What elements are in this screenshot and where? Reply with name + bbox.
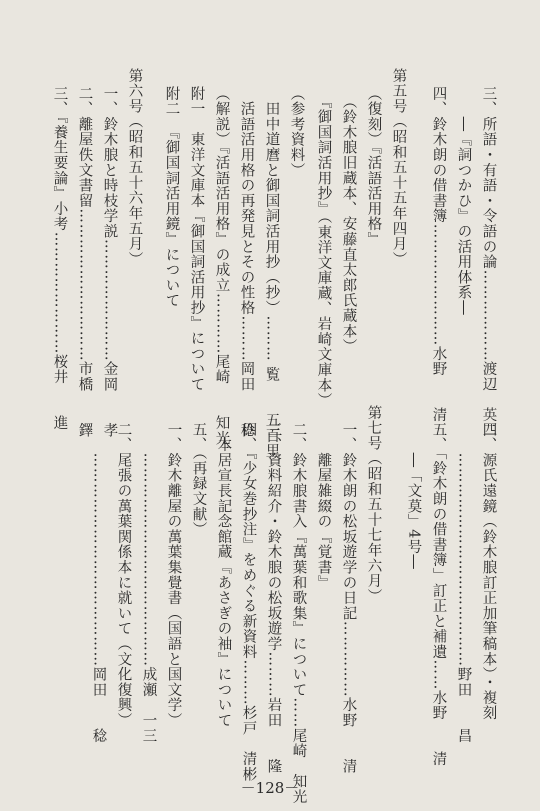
ref-entry-tanaka-michimaro: 田中道麿と御国詞活用抄（抄）……… 覧 五百里 [263, 86, 280, 459]
toc-subtitle-bunbaku: ―「文莫」4号― [405, 422, 422, 570]
appendix-1: 附一 東洋文庫本『御国詞活用抄』について [188, 86, 205, 392]
issue-5-heading: 第五号（昭和五十五年四月） [390, 68, 407, 267]
appendix-2: 附二 『御国詞活用鏡』について [163, 86, 180, 309]
reprinted-literature-heading: 五、（再録文献） [190, 422, 207, 538]
toc-entry-4-shakushobo: 四、鈴木朗の借書簿……………………水野 清 [430, 86, 447, 423]
reprint-mikuni-kotoba: 『御国詞活用抄』（東洋文庫蔵、岩崎文庫本） [315, 86, 332, 409]
toc-entry-2-manyo-wakashu: 二、鈴木朖書入『萬葉和歌集』について……尾崎 知光 [290, 422, 307, 805]
toc-entry-1-matsusaka-nikki: 一、鈴木朗の松坂遊学の日記……………水野 清 [340, 422, 357, 774]
reprint-entry-1-manyo-oboegaki: 一、鈴木離屋の萬葉集覺書（国語と国文学） [165, 422, 182, 728]
toc-entry-1-tokieda: 一、鈴木朖と時枝学説……………………金岡 孝 [101, 86, 118, 438]
toc-entry-4-genji-tookagami: 四、源氏遠鏡（鈴木朖訂正加筆稿本）・複刻 [480, 422, 497, 721]
toc-subtitle-asagi-no-sode: 本居宣長記念館蔵『あさぎの袖』について [215, 422, 232, 728]
reprint-entry-1-author-naruse: ……………………………………成瀬 一三 [140, 422, 157, 744]
toc-entry-5-teisei-hoi: 五、「鈴木朗の借書簿」訂正と補遺……水野 清 [430, 422, 447, 767]
reprint-note-kyuzo: （鈴木朖旧蔵本、安藤直太郎氏蔵本） [340, 86, 357, 355]
issue-7-heading: 第七号（昭和五十七年六月） [365, 405, 382, 604]
ref-entry-saihakken: 活語活用格の再発見とその性格………岡田 稔 [238, 86, 255, 438]
toc-entry-3-yojoyoron: 三、『養生要論』小考……………………桜井 進 [51, 86, 68, 431]
toc-subtitle-oboegaki: 離屋雑綴の『覚書』 [315, 422, 332, 591]
page-number: －128－ [240, 779, 300, 797]
reprint-katsugo-katsuyokaku: （復刻）『活語活用格』 [365, 86, 382, 248]
reprint-entry-2-author-okada: ……………………………………岡田 稔 [90, 422, 107, 744]
toc-subtitle-kotobatsukai: ―『詞つかひ』の活用体系― [455, 86, 472, 316]
commentary-seiritsu: （解説）『活語活用格』の成立…………尾崎 知光 [213, 86, 230, 446]
toc-entry-4-author-noda: ……………………………………野田 昌 [455, 422, 472, 744]
toc-entry-3-shiryo-shokai: 三、資料紹介・鈴木朖の松坂遊学………岩田 隆 [265, 422, 282, 774]
issue-6-heading: 第六号（昭和五十六年五月） [126, 68, 143, 267]
toc-entry-3-nariwai: 三、所語・有語・令語の論………………渡辺 英二 [480, 86, 497, 438]
toc-entry-4-otomemaki: 四、『少女巻抄注』をめぐる新資料………杉戸 清彬 [240, 422, 257, 782]
reprint-entry-2-owari-manyo: 二、尾張の萬葉関係本に就いて（文化復興） [115, 422, 132, 728]
toc-entry-2-itsubun: 二、離屋佚文書留…………………………市橋 鐸 [76, 86, 93, 438]
reference-materials-heading: （参考資料） [288, 86, 305, 178]
